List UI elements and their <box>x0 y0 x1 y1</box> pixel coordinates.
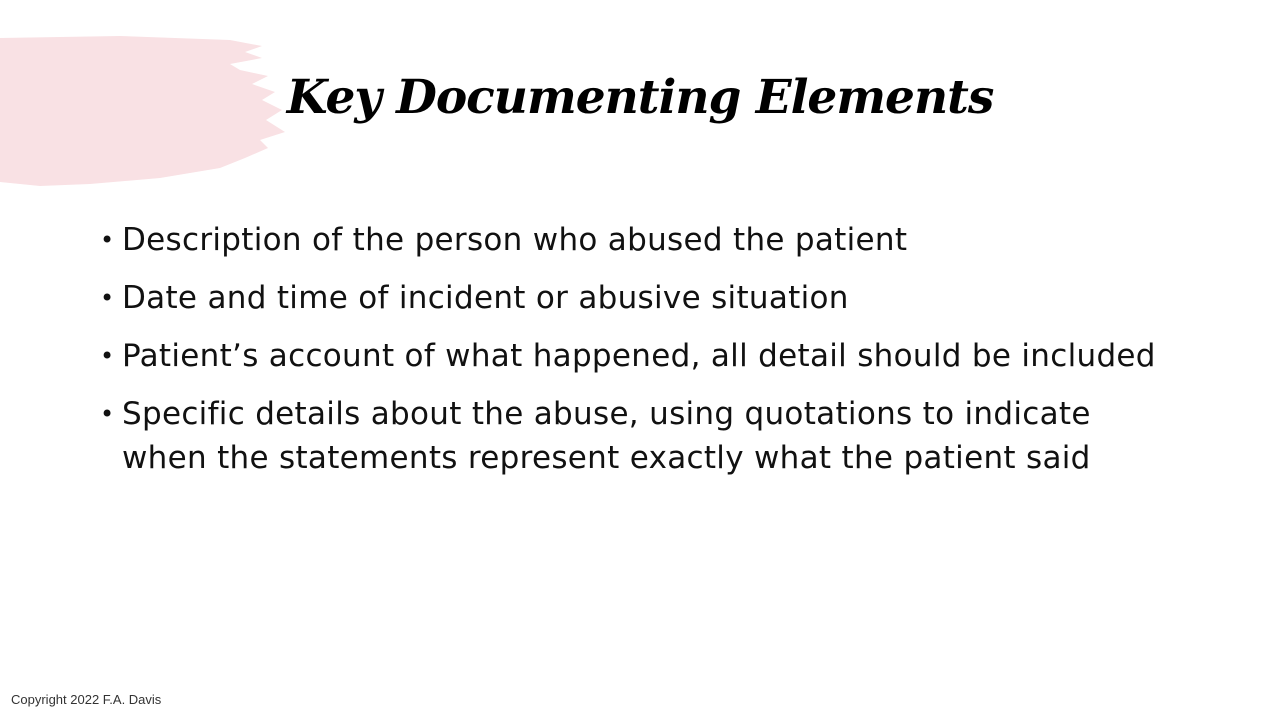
bullet-icon: • <box>100 284 115 312</box>
bullet-item <box>100 392 1180 480</box>
bullet-item <box>100 334 1180 378</box>
bullet-icon: • <box>100 342 115 370</box>
copyright-footer: Copyright 2022 F.A. Davis <box>11 692 162 707</box>
bullet-item <box>100 276 1180 320</box>
bullet-text: Specific details about the abuse, using quotations to indicate when the statements represent exactly what the patient said <box>122 396 1091 476</box>
bullet-icon: • <box>100 400 115 428</box>
bullet-list <box>100 218 1180 494</box>
bullet-text: Patient’s account of what happened, all detail should be included <box>122 338 1156 374</box>
bullet-item <box>100 218 1180 262</box>
slide-title: Key Documenting Elements <box>286 70 994 125</box>
bullet-text: Description of the person who abused the patient <box>122 222 908 258</box>
bullet-text: Date and time of incident or abusive situation <box>122 280 849 316</box>
bullet-icon: • <box>100 226 115 254</box>
